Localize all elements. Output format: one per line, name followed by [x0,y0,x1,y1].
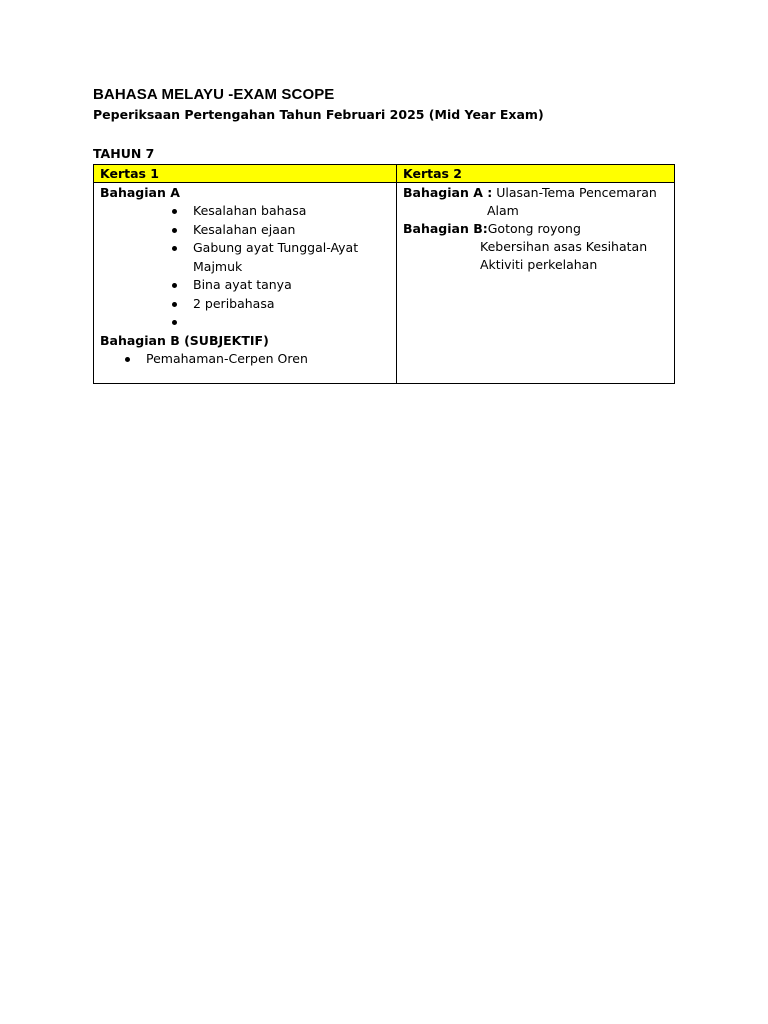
list-item [100,276,390,295]
list-item-text: 2 peribahasa [193,295,275,311]
kertas-1-section-a-list [100,202,390,332]
kertas-2-section-b-line: Kebersihan asas Kesihatan [480,239,648,254]
document-title: BAHASA MELAYU -EXAM SCOPE [93,86,335,103]
kertas-2-section-a-text-cont: Alam [487,203,519,218]
list-item [100,221,390,240]
list-item [100,295,390,314]
list-item-text: Gabung ayat Tunggal-Ayat Majmuk [193,240,359,274]
list-item [100,239,390,276]
bullet-icon [172,283,177,288]
kertas-2-section-a-text: Ulasan-Tema Pencemaran [492,185,657,200]
list-item-text: Pemahaman-Cerpen Oren [146,350,308,366]
list-item-text: Kesalahan ejaan [193,221,296,237]
list-item-empty [100,313,390,332]
table-row [94,183,675,384]
kertas-2-section-a-label: Bahagian A : [403,185,493,200]
bullet-icon [125,357,130,362]
bullet-icon [172,228,177,233]
kertas-1-section-a-title: Bahagian A [100,185,180,200]
header-kertas-1: Kertas 1 [94,165,397,183]
list-item [100,202,390,221]
kertas-2-section-b-line: Aktiviti perkelahan [480,257,598,272]
list-item [100,350,390,369]
kertas-1-cell [94,183,397,384]
bullet-icon [172,302,177,307]
kertas-1-section-b-title: Bahagian B (SUBJEKTIF) [100,332,269,348]
bullet-icon [172,209,177,214]
kertas-2-cell [397,183,675,384]
bullet-icon [172,246,177,251]
kertas-2-section-b-label: Bahagian B: [403,221,488,236]
kertas-2-section-a [403,184,668,202]
list-item-text: Bina ayat tanya [193,277,292,292]
year-label: TAHUN 7 [93,146,155,161]
bullet-icon [172,320,177,325]
table-header-row [94,165,675,183]
kertas-2-section-b [403,220,668,238]
document-subtitle: Peperiksaan Pertengahan Tahun Februari 2025 (Mid Year Exam) [93,107,544,122]
exam-scope-table [93,164,675,384]
list-item-text: Kesalahan bahasa [193,203,307,218]
header-kertas-2: Kertas 2 [397,165,675,183]
kertas-2-section-b-text: Gotong royong [487,221,581,236]
kertas-1-section-b-list [100,350,390,369]
